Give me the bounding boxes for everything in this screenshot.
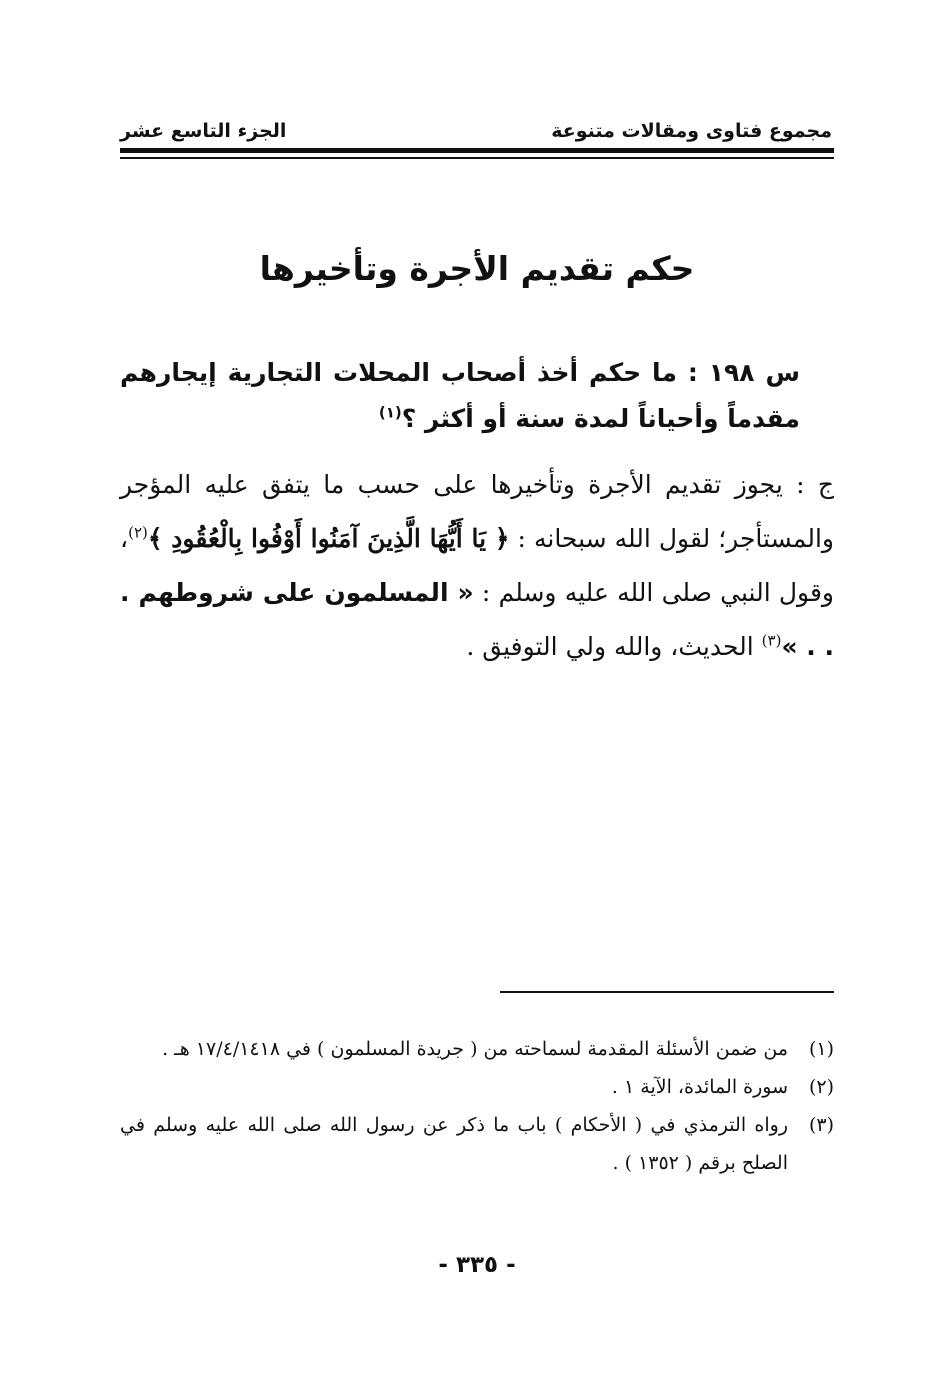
footnote-number: (١) xyxy=(808,1038,834,1060)
hadith-footnote-ref: (٣) xyxy=(761,631,782,650)
footnotes xyxy=(120,1030,834,1182)
answer-text-part1: ج : يجوز تقديم الأجرة وتأخيرها على حسب ما يتفق عليه المؤجر والمستأجر؛ لقول الله سبحانه : xyxy=(120,470,834,553)
chapter-title: حكم تقديم الأجرة وتأخيرها xyxy=(259,249,695,288)
header-rule-thin xyxy=(120,157,834,159)
footnote-text: رواه الترمذي في ( الأحكام ) باب ما ذكر عن رسول الله صلى الله عليه وسلم في الصلح برقم ( ١٣٥٢ ) . xyxy=(120,1114,788,1174)
footnote-text: سورة المائدة، الآية ١ . xyxy=(611,1076,788,1098)
footnote-separator xyxy=(500,991,834,993)
question-footnote-ref: (١) xyxy=(378,403,402,422)
quran-footnote-ref: (٢) xyxy=(128,523,148,542)
question-text: س ١٩٨ : ما حكم أخذ أصحاب المحلات التجارية إيجارهم مقدماً وأحياناً لمدة سنة أو أكثر ؟ xyxy=(120,358,800,433)
footnote-number: (٢) xyxy=(808,1076,834,1098)
footnote-item xyxy=(120,1030,834,1068)
footnote-item xyxy=(120,1106,834,1182)
answer-text-part3: الحديث، والله ولي التوفيق . xyxy=(466,632,754,661)
quran-verse: ﴿ يَا أَيُّهَا الَّذِينَ آمَنُوا أَوْفُوا بِالْعُقُودِ ﴾ xyxy=(147,524,510,553)
answer-text-part2: ، وقول النبي صلى الله عليه وسلم : xyxy=(120,524,834,607)
question-paragraph xyxy=(120,350,800,442)
footnote-item xyxy=(120,1068,834,1106)
footnote-number: (٣) xyxy=(808,1114,834,1136)
page-number: - ٣٣٥ - xyxy=(438,1252,516,1278)
header-rule-thick xyxy=(120,148,834,153)
hadith-quote: « المسلمون على شروطهم . . . » xyxy=(120,578,834,661)
answer-paragraph xyxy=(120,458,834,674)
header-volume-title: الجزء التاسع عشر xyxy=(120,120,287,142)
header-book-title: مجموع فتاوى ومقالات متنوعة xyxy=(551,120,832,142)
footnote-text: من ضمن الأسئلة المقدمة لسماحته من ( جريدة المسلمون ) في ١٧/٤/١٤١٨ هـ . xyxy=(162,1038,788,1060)
running-header xyxy=(120,112,832,142)
